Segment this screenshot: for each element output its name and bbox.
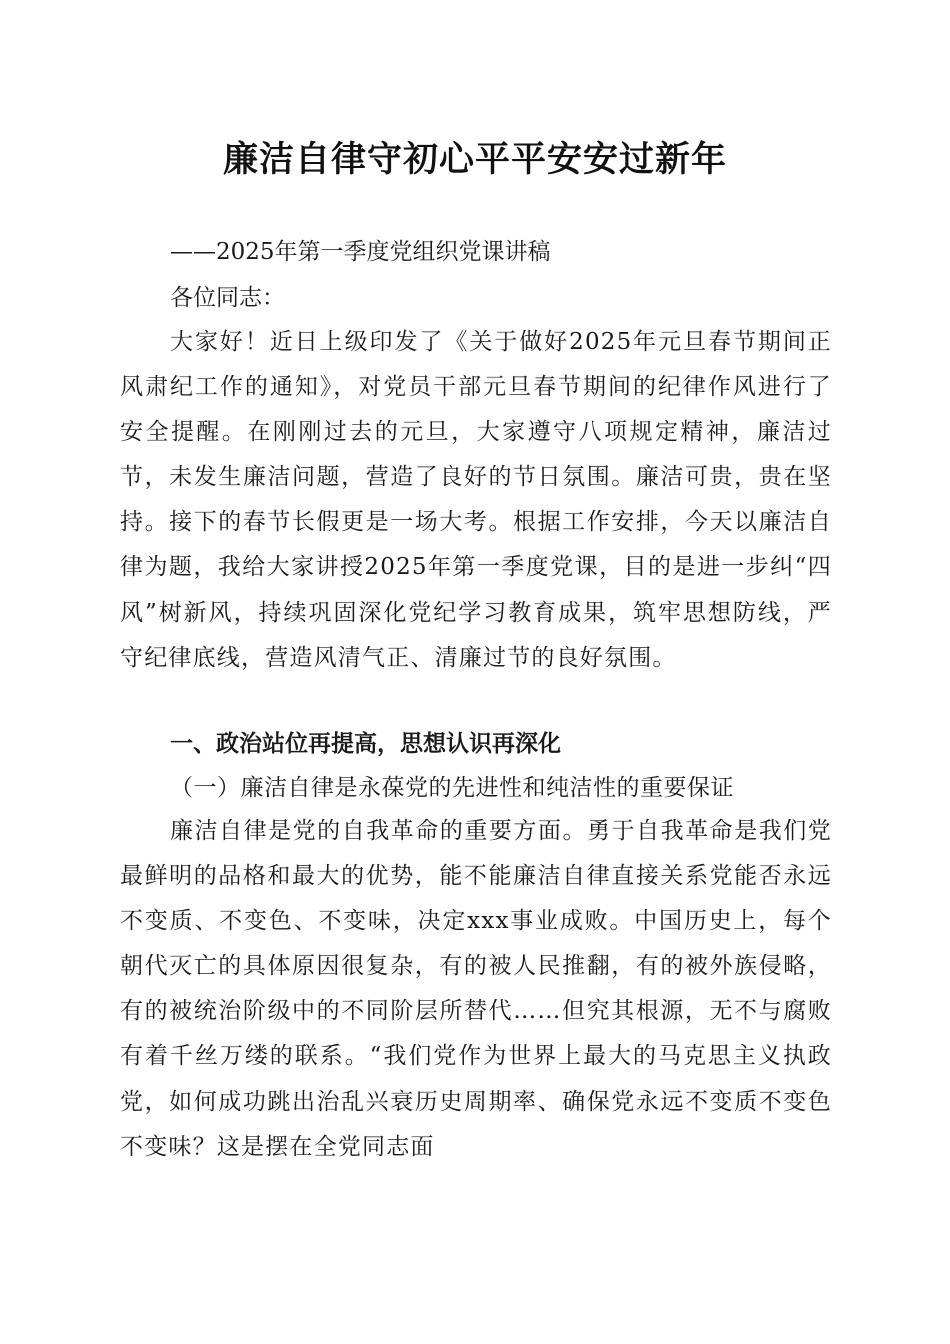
opening-paragraph: 大家好！近日上级印发了《关于做好2025年元旦春节期间正风肃纪工作的通知》，对党员干部元旦春节期间的纪律作风进行了安全提醒。在刚刚过去的元旦，大家遵守八项规定精神，廉洁过节，未发生廉洁问题，营造了良好的节日氛围。廉洁可贵，贵在坚持。接下的春节长假更是一场大考。根据工作安排，今天以廉洁自律为题，我给大家讲授2025年第一季度党课，目的是进一步纠“四风”树新风，持续巩固深化党纪学习教育成果，筑牢思想防线，严守纪律底线，营造风清气正、清廉过节的良好氛围。 xyxy=(120,329,832,671)
document-subtitle: ——2025年第一季度党组织党课讲稿 xyxy=(170,239,551,265)
document-title: 廉洁自律守初心平平安安过新年 xyxy=(222,140,727,180)
body-paragraph: 廉洁自律是党的自我革命的重要方面。勇于自我革命是我们党最鲜明的品格和最大的优势，能不能廉洁自律直接关系党能否永远不变质、不变色、不变味，决定xxx事业成败。中国历史上，每个朝代灭亡的具体原因很复杂，有的被人民推翻，有的被外族侵略，有的被统治阶级中的不同阶层所替代……但究其根源，无不与腐败有着千丝万缕的联系。“我们党作为世界上最大的马克思主义执政党，如何成功跳出治乱兴衰历史周期率、确保党永远不变质不变色不变味？这是摆在全党同志面 xyxy=(120,818,832,1160)
section-heading-1: 一、政治站位再提高，思想认识再深化 xyxy=(170,731,561,757)
salutation: 各位同志： xyxy=(170,285,285,311)
subsection-heading-1: （一）廉洁自律是永葆党的先进性和纯洁性的重要保证 xyxy=(170,775,734,801)
